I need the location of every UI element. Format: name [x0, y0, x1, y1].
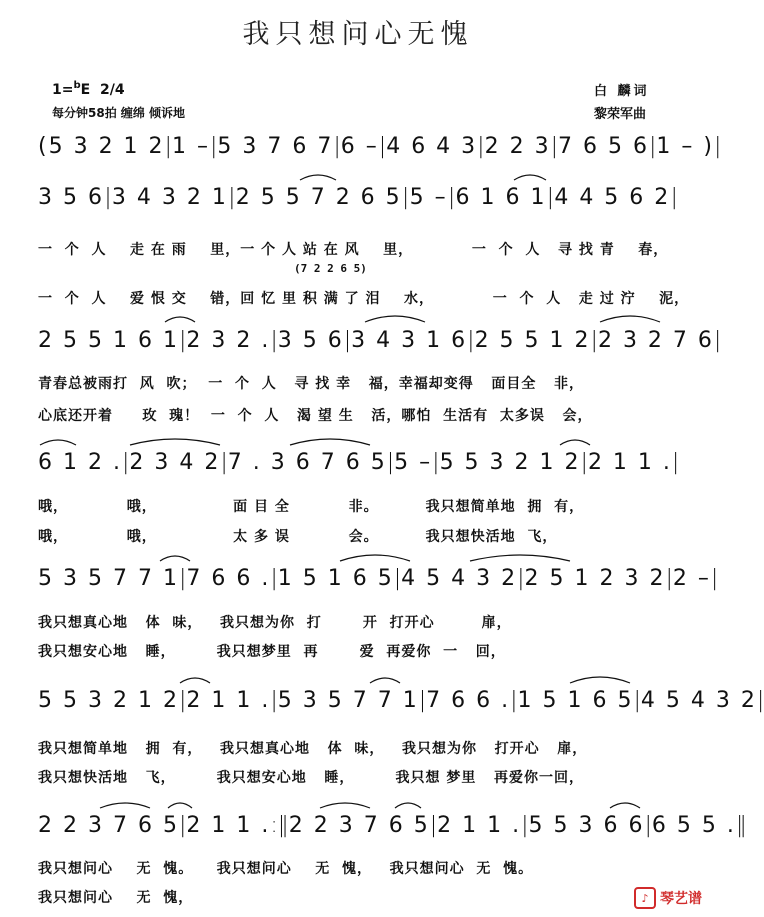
barline: |	[178, 328, 187, 353]
barline: |	[713, 134, 722, 159]
barline: |	[713, 328, 722, 353]
measure-notes: 5 5 3 2 1 2	[38, 688, 179, 713]
music-line-5	[38, 688, 764, 713]
lyric-line-3-verse-1: 哦， 哦， 面 目 全 非。 我只想简单地 拥 有，	[38, 499, 585, 515]
key-prefix: 1=	[52, 82, 74, 98]
barline: |	[477, 134, 485, 159]
barline: |	[270, 688, 278, 713]
barline: |	[178, 688, 187, 713]
measure-notes: 2 2 3 7 6 5	[38, 813, 179, 838]
barline: :‖	[270, 813, 289, 838]
measure-notes: 2 3 2 .	[186, 328, 271, 353]
measure-notes: 2 5 5 1 2	[474, 328, 591, 353]
barline: |	[648, 134, 657, 159]
watermark-text: 琴艺谱	[660, 891, 702, 907]
lyricist-credit: 白 麟词	[594, 84, 650, 99]
barline: |	[550, 134, 558, 159]
measure-notes: 2 1 1 .	[186, 813, 271, 838]
music-line-1	[38, 185, 678, 210]
barline: |	[665, 566, 673, 591]
measure-notes: 1 5 1 6 5	[277, 566, 394, 591]
barline: |	[228, 185, 236, 210]
lyric-line-5-verse-1: 我只想简单地 拥 有， 我只想真心地 体 味， 我只想为你 打开心 扉，	[38, 741, 588, 757]
measure-notes: 2 –	[672, 566, 711, 591]
measure-notes: 2 5 1 2 3 2	[524, 566, 666, 591]
barline: |	[670, 185, 678, 210]
music-line-6	[38, 813, 747, 838]
barline: |	[432, 450, 440, 475]
barline: |	[333, 134, 341, 159]
alt-variant-notes: (7 2 2 6 5)	[294, 262, 367, 275]
barline: |	[710, 566, 719, 591]
barline: |	[671, 450, 680, 475]
barline: |	[467, 328, 475, 353]
barline: |	[270, 566, 278, 591]
measure-notes: 5 5 3 6 6	[528, 813, 645, 838]
barline: |	[590, 328, 598, 353]
music-logo-icon: ♪	[634, 887, 656, 909]
barline: ‖	[735, 813, 747, 838]
music-line-3	[38, 450, 678, 475]
measure-notes: (5 3 2 1 2	[38, 134, 165, 159]
measure-notes: 5 3 5 7 7 1	[38, 566, 179, 591]
lyric-line-4-verse-2: 我只想安心地 睡， 我只想梦里 再 爱 再爱你 一 回，	[38, 644, 506, 660]
measure-notes: 2 2 3	[484, 134, 551, 159]
measure-notes: 4 4 5 6 2	[554, 185, 671, 210]
barline: |	[580, 450, 588, 475]
measure-notes: 2 5 5 7 2 6 5	[235, 185, 402, 210]
barline: |	[386, 450, 395, 475]
barline: |	[546, 185, 555, 210]
measure-notes: 3 5 6	[38, 185, 104, 210]
measure-notes: 4 5 4 3 2	[401, 566, 518, 591]
barline: |	[270, 328, 278, 353]
measure-notes: 3 4 3 1 6	[351, 328, 468, 353]
barline: |	[378, 134, 387, 159]
time-signature: 2/4	[99, 82, 125, 98]
lyric-line-6-verse-1: 我只想问心 无 愧。 我只想问心 无 愧， 我只想问心 无 愧。	[38, 861, 534, 877]
barline: |	[633, 688, 641, 713]
measure-notes: 2 1 1 .	[437, 813, 522, 838]
measure-notes: 1 –	[171, 134, 210, 159]
measure-notes: 4 6 4 3	[386, 134, 478, 159]
barline: |	[510, 688, 518, 713]
measure-notes: 2 1 1 .	[186, 688, 271, 713]
measure-notes: 4 5 4 3 2	[640, 688, 757, 713]
measure-notes: 7 6 6 .	[426, 688, 511, 713]
measure-notes: 7 6 5 6	[558, 134, 649, 159]
barline: |	[644, 813, 652, 838]
barline: |	[521, 813, 529, 838]
barline: |	[447, 185, 456, 210]
barline: |	[104, 185, 112, 210]
measure-notes: 6 5 5 .	[651, 813, 736, 838]
barline: |	[756, 688, 764, 713]
lyric-line-2-verse-2: 心底还开着 玫 瑰！ 一 个 人 渴 望 生 活，哪怕 生活有 太多误 会，	[38, 408, 593, 424]
barline: |	[164, 134, 172, 159]
music-line-0	[38, 134, 722, 159]
lyric-line-6-verse-2: 我只想问心 无 愧，	[38, 890, 194, 906]
measure-notes: 6 1 2 .	[38, 450, 122, 475]
lyric-line-1-verse-1: 一 个 人 走 在 雨 里，一 个 人 站 在 风 里， 一 个 人 寻 找 青 春，	[38, 242, 669, 258]
measure-notes: 5 –	[394, 450, 433, 475]
key-flat: b	[73, 80, 81, 91]
barline: |	[393, 566, 402, 591]
measure-notes: 3 5 6	[277, 328, 344, 353]
measure-notes: 2 3 4 2	[129, 450, 221, 475]
watermark-logo	[634, 887, 702, 909]
key-signature	[52, 80, 125, 98]
barline: |	[401, 185, 410, 210]
measure-notes: 1 5 1 6 5	[517, 688, 634, 713]
barline: |	[220, 450, 228, 475]
barline: |	[178, 566, 187, 591]
lyric-line-3-verse-2: 哦， 哦， 太 多 误 会。 我只想快活地 飞，	[38, 529, 558, 545]
song-title: 我只想问心无愧	[242, 19, 474, 50]
measure-notes: 6 –	[340, 134, 379, 159]
barline: |	[343, 328, 352, 353]
measure-notes: 5 3 7 6 7	[217, 134, 334, 159]
barline: |	[209, 134, 218, 159]
measure-notes: 2 3 2 7 6	[597, 328, 714, 353]
barline: |	[418, 688, 427, 713]
music-line-2	[38, 328, 722, 353]
measure-notes: 1 – )	[656, 134, 714, 159]
measure-notes: 5 –	[409, 185, 448, 210]
measure-notes: 5 3 5 7 7 1	[277, 688, 419, 713]
measure-notes: 7 6 6 .	[186, 566, 271, 591]
measure-notes: 5 5 3 2 1 2	[439, 450, 581, 475]
composer-credit: 黎荣军曲	[594, 107, 647, 122]
lyric-line-5-verse-2: 我只想快活地 飞， 我只想安心地 睡， 我只想 梦里 再爱你一回，	[38, 770, 584, 786]
barline: |	[429, 813, 438, 838]
lyric-line-2-verse-1: 青春总被雨打 风 吹； 一 个 人 寻 找 幸 福，幸福却变得 面目全 非，	[38, 376, 584, 392]
lyric-line-4-verse-1: 我只想真心地 体 味， 我只想为你 打 开 打开心 扉，	[38, 615, 512, 631]
measure-notes: 2 1 1 .	[587, 450, 672, 475]
barline: |	[178, 813, 187, 838]
barline: |	[121, 450, 130, 475]
barline: |	[517, 566, 525, 591]
measure-notes: 2 5 5 1 6 1	[38, 328, 179, 353]
measure-notes: 3 4 3 2 1	[111, 185, 228, 210]
lyric-line-1-verse-2: 一 个 人 爱 恨 交 错，回 忆 里 积 满 了 泪 水， 一 个 人 走 过 泞 泥，	[38, 291, 690, 307]
measure-notes: 6 1 6 1	[455, 185, 547, 210]
measure-notes: 2 2 3 7 6 5	[288, 813, 430, 838]
key-note: E	[80, 82, 91, 98]
tempo-marking: 每分钟58拍 缠绵 倾诉地	[52, 106, 186, 120]
measure-notes: 7 . 3 6 7 6 5	[227, 450, 387, 475]
music-line-4	[38, 566, 719, 591]
